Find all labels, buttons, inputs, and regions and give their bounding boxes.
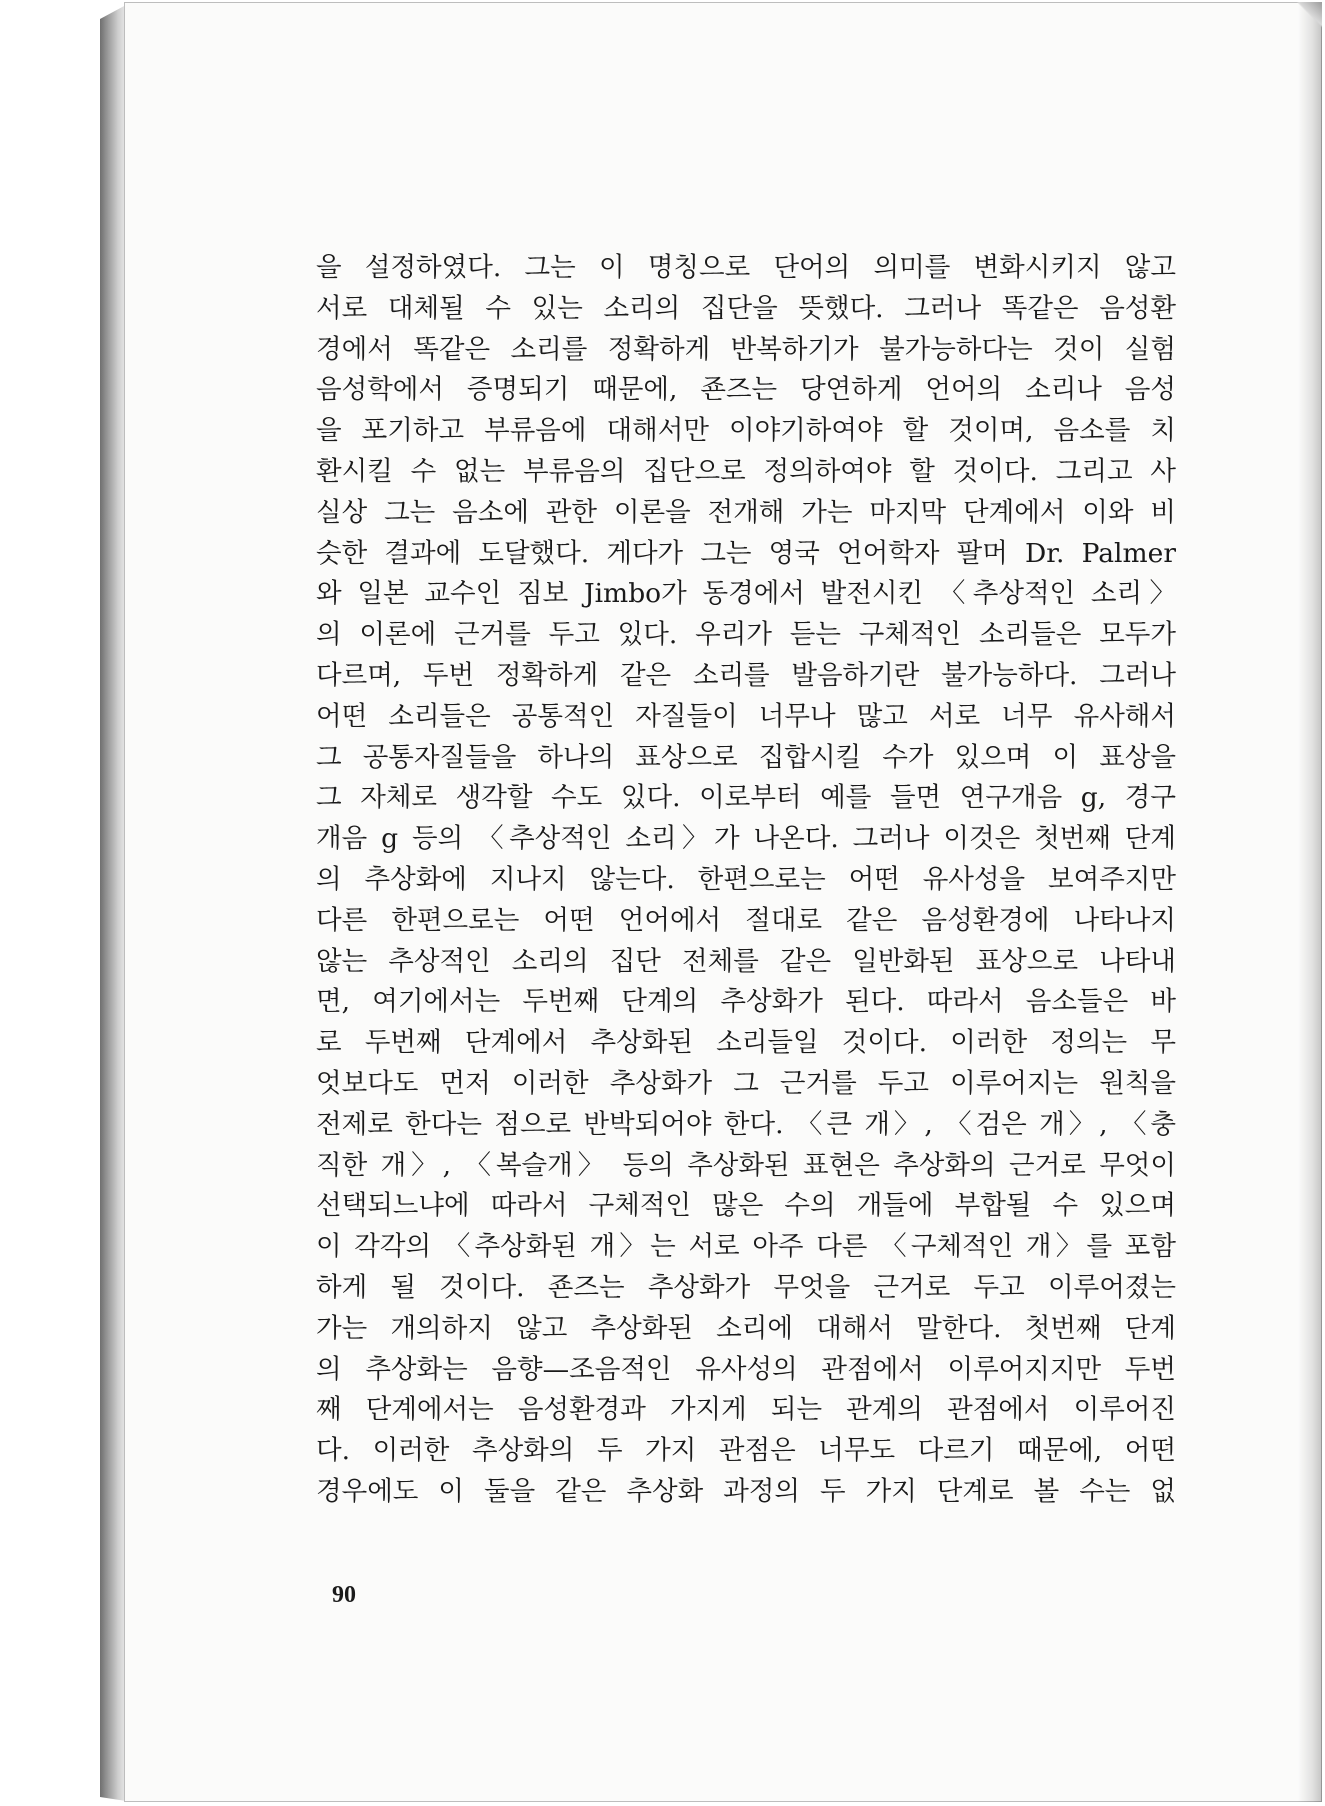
text-line: 서로 대체될 수 있는 소리의 집단을 뜻했다. 그러나 똑같은 음성환 xyxy=(316,292,1176,324)
text-line: 의 추상화는 음향—조음적인 유사성의 관점에서 이루어지지만 두번 xyxy=(316,1353,1176,1385)
text-line: 다. 이러한 추상화의 두 가지 관점은 너무도 다르기 때문에, 어떤 xyxy=(316,1435,1176,1467)
text-line: 직한 개〉, 〈복슬개〉 등의 추상화된 표현은 추상화의 근거로 무엇이 xyxy=(316,1149,1176,1181)
text-line: 의 이론에 근거를 두고 있다. 우리가 듣는 구체적인 소리들은 모두가 xyxy=(316,619,1176,651)
text-line: 가는 개의하지 않고 추상화된 소리에 대해서 말한다. 첫번째 단계 xyxy=(316,1312,1176,1344)
text-line: 어떤 소리들은 공통적인 자질들이 너무나 많고 서로 너무 유사해서 xyxy=(316,700,1176,732)
text-line: 경우에도 이 둘을 같은 추상화 과정의 두 가지 단계로 볼 수는 없 xyxy=(316,1475,1176,1507)
page-number: 90 xyxy=(332,1582,356,1608)
text-line: 그 공통자질들을 하나의 표상으로 집합시킬 수가 있으며 이 표상을 xyxy=(316,741,1176,773)
text-line: 을 설정하였다. 그는 이 명칭으로 단어의 의미를 변화시키지 않고 xyxy=(316,252,1176,283)
text-line: 와 일본 교수인 짐보 Jimbo가 동경에서 발전시킨 〈추상적인 소리〉 xyxy=(316,578,1176,610)
text-line: 면, 여기에서는 두번째 단계의 추상화가 된다. 따라서 음소들은 바 xyxy=(316,986,1176,1018)
text-line: 하게 될 것이다. 죤즈는 추상화가 무엇을 근거로 두고 이루어졌는 xyxy=(316,1271,1176,1303)
body-text xyxy=(316,248,1176,1513)
text-line: 경에서 똑같은 소리를 정확하게 반복하기가 불가능하다는 것이 실험 xyxy=(316,333,1176,365)
text-line: 선택되느냐에 따라서 구체적인 많은 수의 개들에 부합될 수 있으며 xyxy=(316,1190,1176,1222)
text-line: 엇보다도 먼저 이러한 추상화가 그 근거를 두고 이루어지는 원칙을 xyxy=(316,1067,1176,1099)
text-line: 개음 g 등의 〈추상적인 소리〉가 나온다. 그러나 이것은 첫번째 단계 xyxy=(316,823,1176,855)
text-line: 의 추상화에 지나지 않는다. 한편으로는 어떤 유사성을 보여주지만 xyxy=(316,863,1176,895)
text-line: 전제로 한다는 점으로 반박되어야 한다. 〈큰 개〉, 〈검은 개〉, 〈충 xyxy=(316,1108,1176,1140)
text-line: 않는 추상적인 소리의 집단 전체를 같은 일반화된 표상으로 나타내 xyxy=(316,945,1176,977)
text-line: 다르며, 두번 정확하게 같은 소리를 발음하기란 불가능하다. 그러나 xyxy=(316,659,1176,691)
text-line: 을 포기하고 부류음에 대해서만 이야기하여야 할 것이며, 음소를 치 xyxy=(316,415,1176,447)
text-line: 음성학에서 증명되기 때문에, 죤즈는 당연하게 언어의 소리나 음성 xyxy=(316,374,1176,406)
page-corner-fold xyxy=(1296,2,1322,28)
text-line: 째 단계에서는 음성환경과 가지게 되는 관계의 관점에서 이루어진 xyxy=(316,1394,1176,1426)
text-line: 슷한 결과에 도달했다. 게다가 그는 영국 언어학자 팔머 Dr. Palmer xyxy=(316,537,1176,569)
text-line: 다른 한편으로는 어떤 언어에서 절대로 같은 음성환경에 나타나지 xyxy=(316,904,1176,936)
book-spine xyxy=(100,5,126,1801)
text-line: 환시킬 수 없는 부류음의 집단으로 정의하여야 할 것이다. 그리고 사 xyxy=(316,455,1176,487)
page-edge-shadow xyxy=(1298,2,1322,1802)
text-line: 실상 그는 음소에 관한 이론을 전개해 가는 마지막 단계에서 이와 비 xyxy=(316,496,1176,528)
text-line: 그 자체로 생각할 수도 있다. 이로부터 예를 들면 연구개음 g, 경구 xyxy=(316,782,1176,814)
text-line: 로 두번째 단계에서 추상화된 소리들일 것이다. 이러한 정의는 무 xyxy=(316,1027,1176,1059)
text-line: 이 각각의 〈추상화된 개〉는 서로 아주 다른 〈구체적인 개〉를 포함 xyxy=(316,1231,1176,1263)
